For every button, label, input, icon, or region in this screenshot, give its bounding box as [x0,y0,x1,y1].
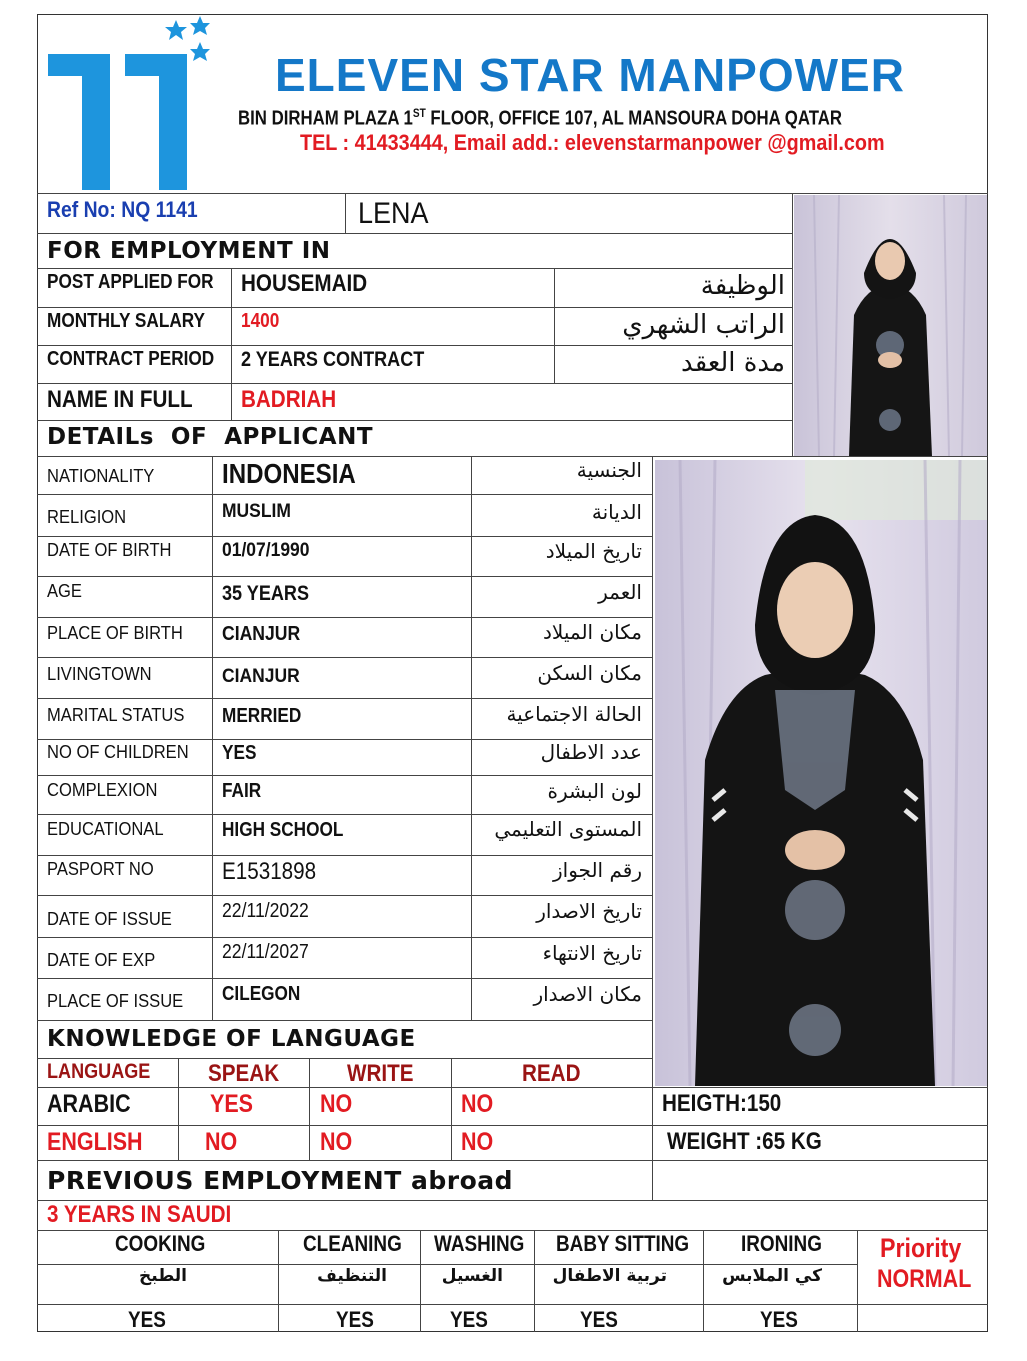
language-header: LANGUAGE [47,1060,151,1083]
religion-arabic: الديانة [591,500,642,524]
livingtown-value: CIANJUR [222,666,300,687]
age-value: 35 YEARS [222,582,310,605]
passport-value: E1531898 [222,858,317,885]
english-write: NO [320,1128,353,1156]
skill-babysitting-ar: تربية الاطفال [552,1266,667,1286]
skill-cooking-ar: الطبخ [139,1266,187,1286]
salary-arabic: الراتب الشهري [622,310,785,340]
address-prefix: BIN DIRHAM PLAZA 1 [238,107,413,130]
religion-value: MUSLIM [222,501,291,522]
ref-number: Ref No: NQ 1141 [47,197,198,222]
speak-header: SPEAK [208,1060,280,1087]
issue-date-arabic: تاريخ الاصدار [536,899,642,923]
religion-label: RELIGION [47,507,127,527]
pob-arabic: مكان الميلاد [543,620,642,644]
contract-label: CONTRACT PERIOD [47,348,215,370]
address-suffix: FLOOR, OFFICE 107, AL MANSOURA DOHA QATAR [425,107,843,130]
previous-employment-value: 3 YEARS IN SAUDI [47,1201,232,1228]
read-header: READ [522,1060,581,1087]
skill-washing-ar: الغسيل [441,1266,503,1286]
applicant-photo-large [655,460,987,1086]
skill-babysitting-en: BABY SITTING [556,1231,690,1256]
arabic-language: ARABIC [47,1090,131,1118]
age-arabic: العمر [598,580,642,604]
skill-cleaning-en: CLEANING [303,1231,402,1256]
english-read: NO [461,1128,494,1156]
address-sup: ST [412,106,426,120]
employment-section-title: FOR EMPLOYMENT IN [47,238,331,264]
height-value: HEIGTH:150 [662,1090,782,1117]
company-contact: TEL : 41433444, Email add.: elevenstarmanpower @gmail.com [300,130,885,155]
contract-value: 2 YEARS CONTRACT [241,348,425,371]
livingtown-label: LIVINGTOWN [47,664,152,684]
issue-place-arabic: مكان الاصدار [533,982,642,1006]
complexion-value: FAIR [222,780,262,802]
skill-washing-en: WASHING [434,1231,525,1256]
livingtown-arabic: مكان السكن [537,661,642,685]
education-label: EDUCATIONAL [47,819,164,839]
post-applied-label: POST APPLIED FOR [47,271,214,293]
passport-arabic: رقم الجواز [553,858,642,882]
expiry-date-label: DATE OF EXP [47,950,156,970]
skill-cleaning-ar: التنظيف [317,1266,387,1286]
applicant-short-name: LENA [358,197,429,230]
nationality-label: NATIONALITY [47,466,155,486]
issue-date-label: DATE OF ISSUE [47,909,172,929]
skill-ironing-value: YES [760,1307,798,1332]
pob-value: CIANJUR [222,623,301,645]
weight-value: WEIGHT :65 KG [667,1128,822,1155]
age-label: AGE [47,581,82,601]
post-applied-value: HOUSEMAID [241,270,368,297]
arabic-read: NO [461,1090,494,1118]
skill-cooking-en: COOKING [115,1231,206,1256]
salary-label: MONTHLY SALARY [47,310,206,332]
skill-cleaning-value: YES [336,1307,374,1332]
education-value: HIGH SCHOOL [222,819,344,841]
salary-value: 1400 [241,310,280,332]
marital-value: MERRIED [222,705,302,727]
dob-arabic: تاريخ الميلاد [545,539,642,563]
write-header: WRITE [347,1060,414,1087]
skill-babysitting-value: YES [580,1307,618,1332]
post-applied-arabic: الوظيفة [700,271,785,301]
applicant-photo-small [794,195,987,456]
children-arabic: عدد الاطفال [540,740,642,764]
expiry-date-arabic: تاريخ الانتهاء [542,941,642,965]
company-name: ELEVEN STAR MANPOWER [275,49,905,101]
full-name-value: BADRIAH [241,386,337,413]
skill-washing-value: YES [450,1307,488,1332]
complexion-label: COMPLEXION [47,780,158,800]
priority-label: Priority [880,1233,962,1263]
english-speak: NO [205,1128,238,1156]
english-language: ENGLISH [47,1128,143,1156]
contract-arabic: مدة العقد [681,348,785,378]
marital-arabic: الحالة الاجتماعية [506,702,642,726]
dob-label: DATE OF BIRTH [47,540,172,560]
skill-ironing-ar: كي الملابس [722,1266,822,1286]
arabic-write: NO [320,1090,353,1118]
passport-label: PASPORT NO [47,859,154,879]
issue-place-label: PLACE OF ISSUE [47,991,184,1011]
nationality-arabic: الجنسية [576,458,642,482]
education-arabic: المستوى التعليمي [494,817,642,841]
expiry-date-value: 22/11/2027 [222,941,309,963]
dob-value: 01/07/1990 [222,540,310,561]
children-label: NO OF CHILDREN [47,742,189,762]
company-address [238,107,842,129]
skill-ironing-en: IRONING [741,1231,822,1256]
full-name-label: NAME IN FULL [47,386,193,413]
details-section-title: DETAILs OF APPLICANT [47,424,374,450]
language-section-title: KNOWLEDGE OF LANGUAGE [47,1026,416,1052]
issue-place-value: CILEGON [222,983,301,1005]
previous-section-title: PREVIOUS EMPLOYMENT abroad [47,1166,514,1195]
priority-value: NORMAL [877,1265,972,1293]
marital-label: MARITAL STATUS [47,705,185,725]
pob-label: PLACE OF BIRTH [47,623,183,643]
issue-date-value: 22/11/2022 [222,900,309,922]
skill-cooking-value: YES [128,1307,166,1332]
arabic-speak: YES [210,1090,254,1118]
complexion-arabic: لون البشرة [547,779,642,803]
nationality-value: INDONESIA [222,458,356,489]
children-value: YES [222,742,257,764]
